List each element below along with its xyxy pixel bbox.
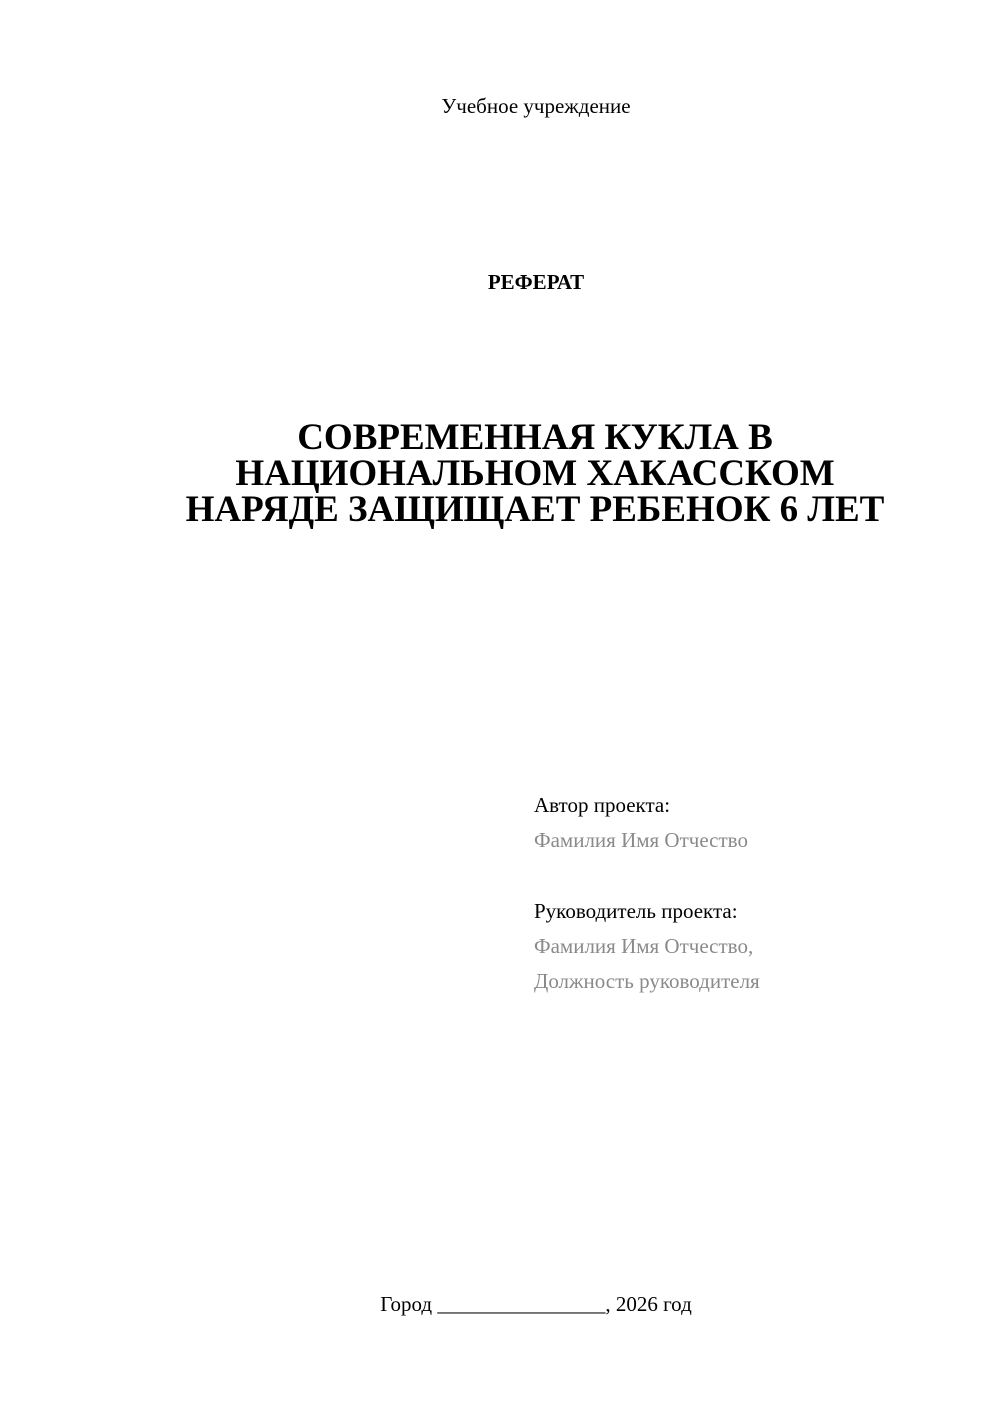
author-label: Автор проекта: [534, 793, 671, 817]
document-title [150, 417, 920, 530]
title-line: НАРЯДЕ ЗАЩИЩАЕТ РЕБЕНОК 6 ЛЕТ [185, 489, 885, 530]
institution-name: Учебное учреждение [441, 94, 631, 118]
supervisor-position: Должность руководителя [534, 969, 760, 993]
supervisor-label: Руководитель проекта: [534, 899, 738, 923]
author-name: Фамилия Имя Отчество [534, 828, 748, 852]
supervisor-name: Фамилия Имя Отчество, [534, 934, 754, 958]
title-line: СОВРЕМЕННАЯ КУКЛА В [297, 417, 773, 458]
title-line: НАЦИОНАЛЬНОМ ХАКАССКОМ [235, 453, 835, 494]
project-info [534, 788, 974, 999]
info-spacer [534, 858, 974, 894]
city-year-footer: Город ________________, 2026 год [380, 1292, 692, 1316]
document-type: РЕФЕРАТ [487, 270, 585, 294]
